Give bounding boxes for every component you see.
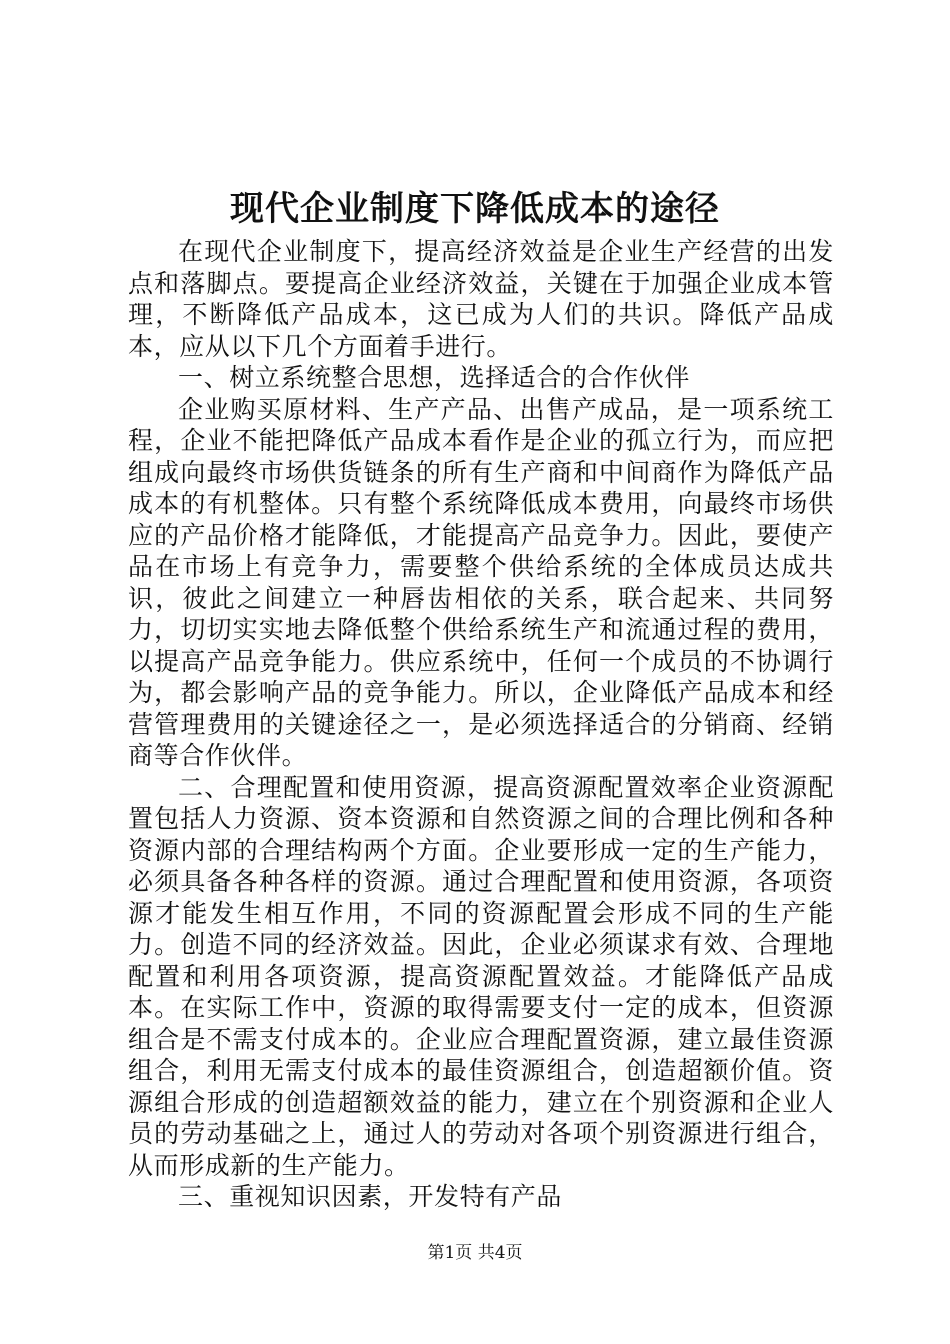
section-1-paragraph: 企业购买原材料、生产产品、出售产成品，是一项系统工程，企业不能把降低产品成本看作是企业的孤立行为，而应把组成向最终市场供货链条的所有生产商和中间商作为降低产品成本的有机整体。只有整个系统降低成本费用，向最终市场供应的产品价格才能降低，才能提高产品竞争力。因此，要使产品在市场上有竞争力，需要整个供给系统的全体成员达成共识，彼此之间建立一种唇齿相依的关系，联合起来、共同努力，切切实实地去降低整个供给系统生产和流通过程的费用，以提高产品竞争能力。供应系统中，任何一个成员的不协调行为，都会影响产品的竞争能力。所以，企业降低产品成本和经营管理费用的关键途径之一，是必须选择适合的分销商、经销商等合作伙伴。 [128,394,834,770]
page-number-footer: 第1页 共4页 [427,1243,523,1263]
document-title: 现代企业制度下降低成本的途径 [230,189,720,229]
section-heading-1: 一、树立系统整合思想，选择适合的合作伙伴 [178,363,691,392]
section-heading-3: 三、重视知识因素，开发特有产品 [178,1182,563,1211]
intro-paragraph: 在现代企业制度下，提高经济效益是企业生产经营的出发点和落脚点。要提高企业经济效益，关键在于加强企业成本管理，不断降低产品成本，这已成为人们的共识。降低产品成本，应从以下几个方面着手进行。 [128,237,834,361]
section-2-paragraph: 二、合理配置和使用资源，提高资源配置效率企业资源配置包括人力资源、资本资源和自然资源之间的合理比例和各种资源内部的合理结构两个方面。企业要形成一定的生产能力，必须具备各种各样的资源。通过合理配置和使用资源，各项资源才能发生相互作用，不同的资源配置会形成不同的生产能力。创造不同的经济效益。因此，企业必须谋求有效、合理地配置和利用各项资源，提高资源配置效益。才能降低产品成本。在实际工作中，资源的取得需要支付一定的成本，但资源组合是不需支付成本的。企业应合理配置资源，建立最佳资源组合，利用无需支付成本的最佳资源组合，创造超额价值。资源组合形成的创造超额效益的能力，建立在个别资源和企业人员的劳动基础之上，通过人的劳动对各项个别资源进行组合，从而形成新的生产能力。 [128,772,834,1180]
document-body [128,236,834,1213]
